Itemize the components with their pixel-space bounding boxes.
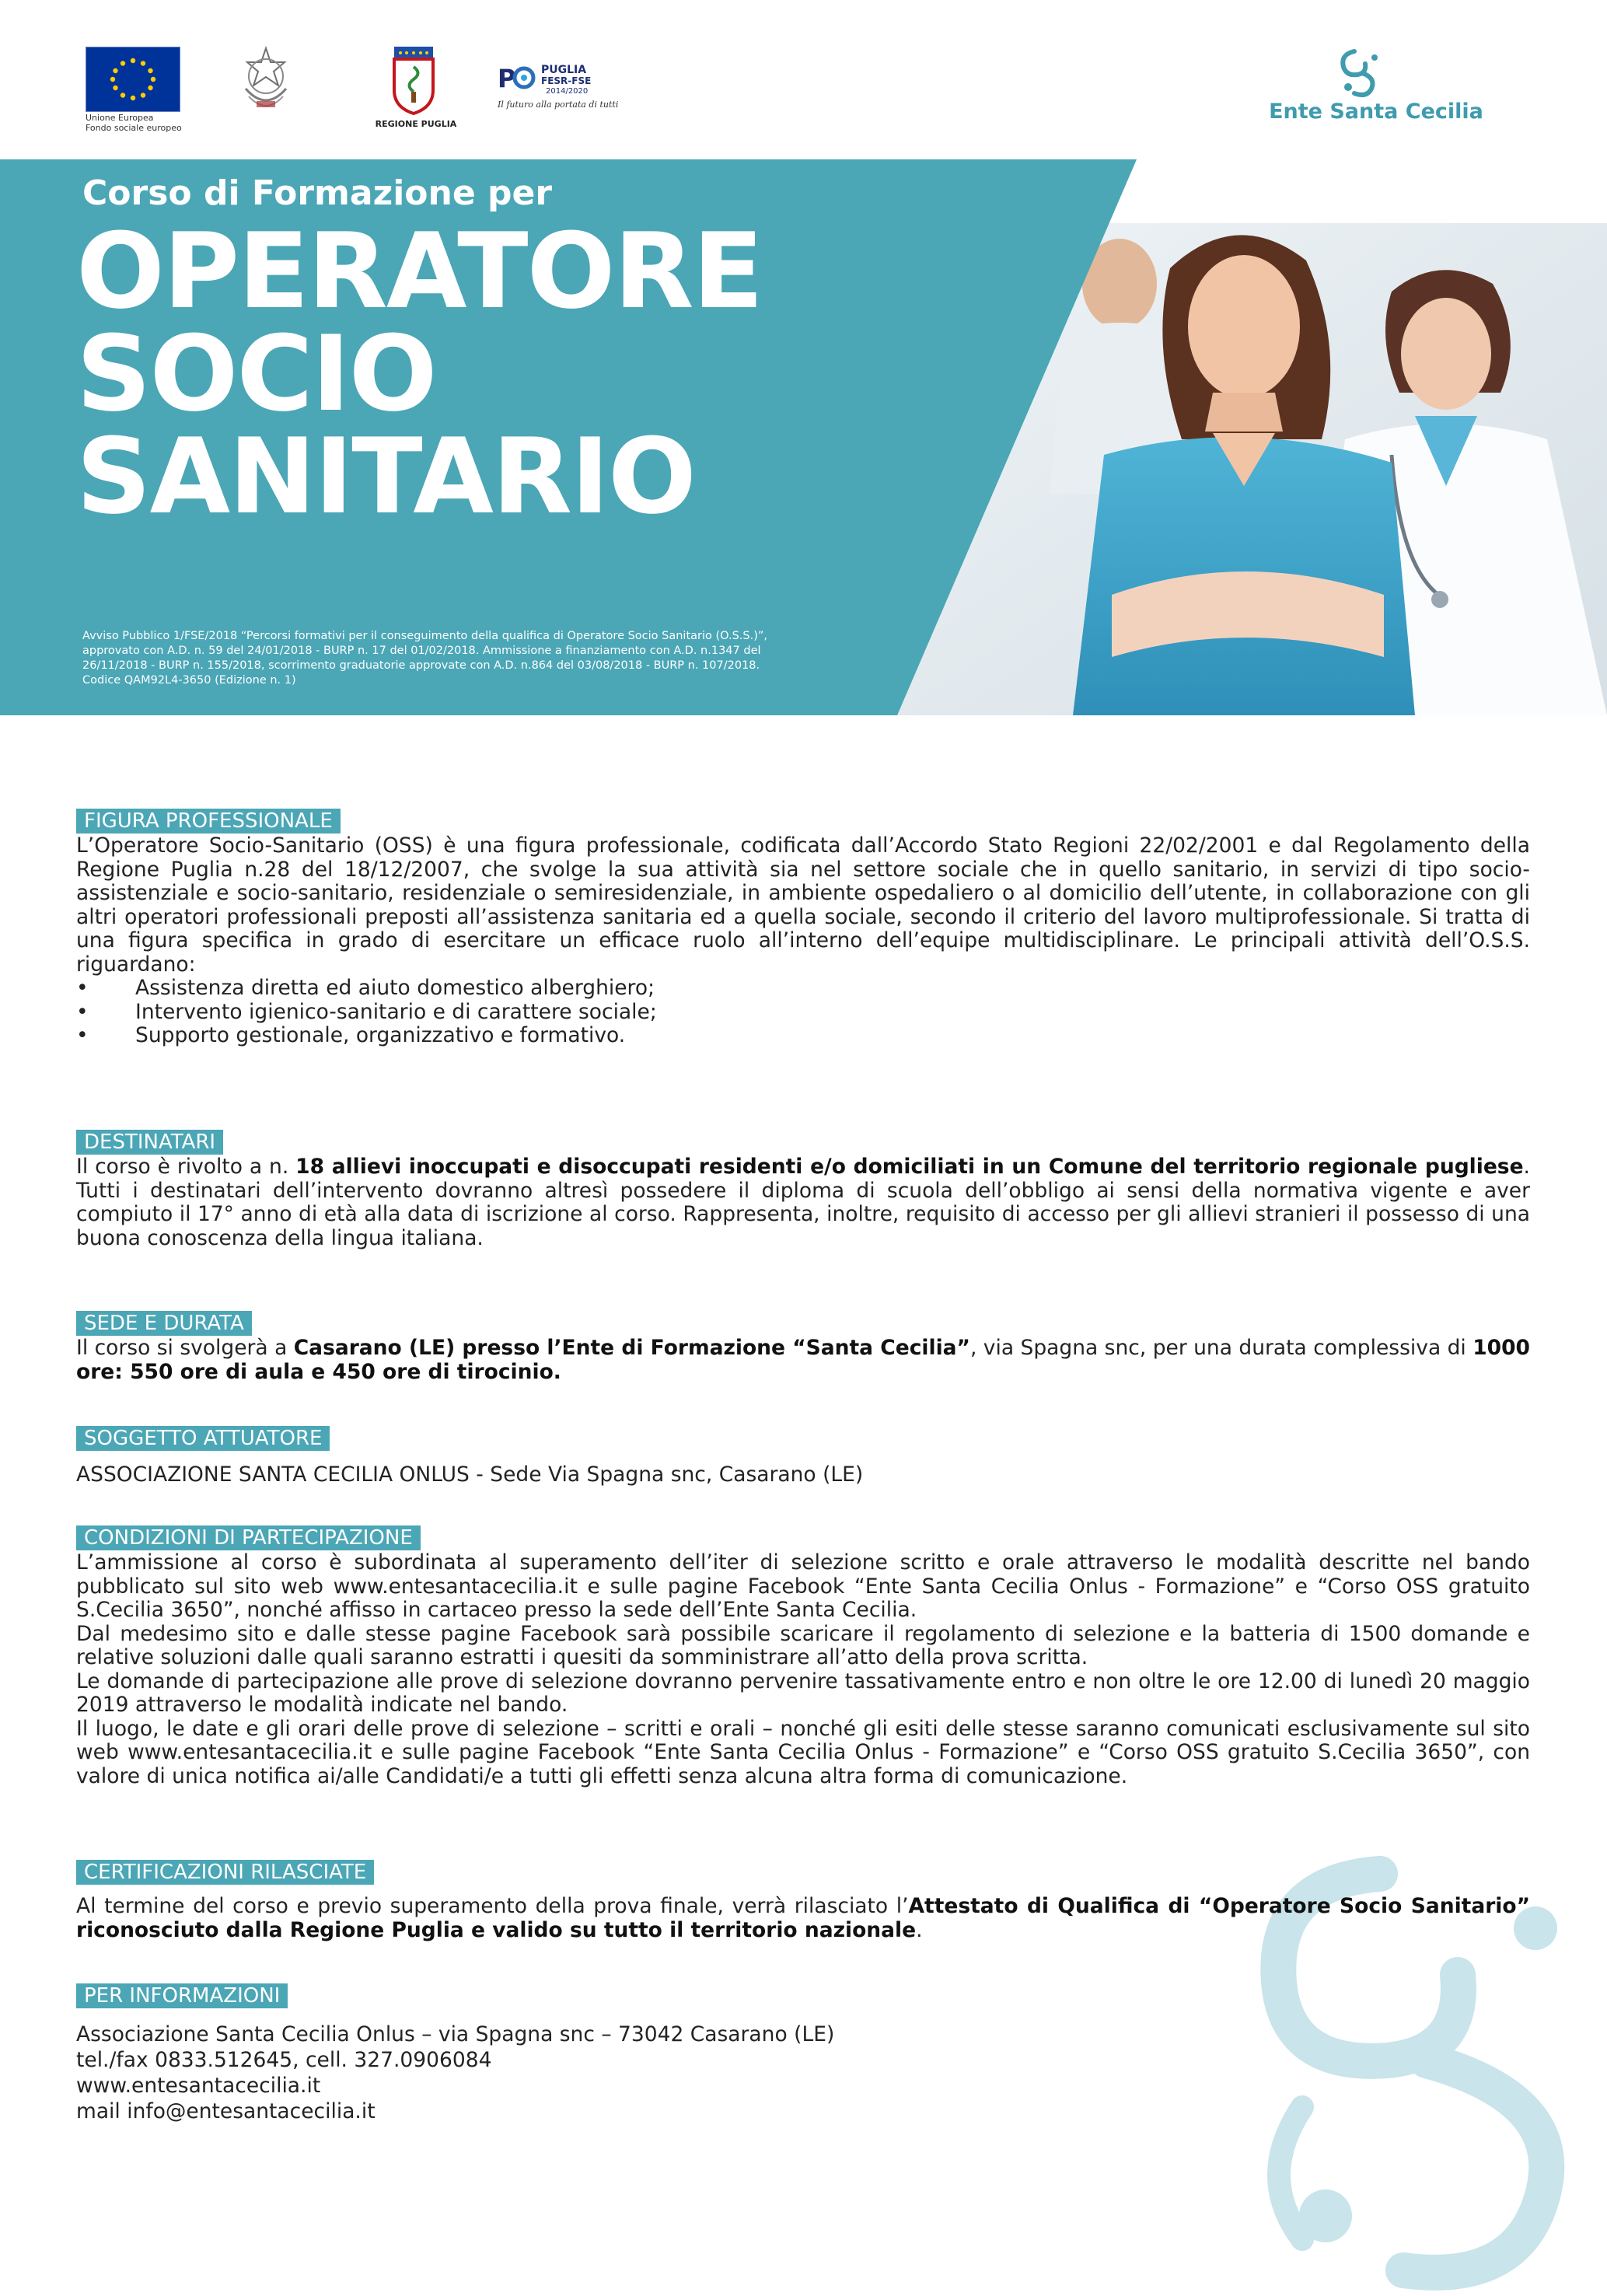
section-label-destinatari: DESTINATARI — [76, 1130, 223, 1155]
legal-notice-line: Codice QAM92L4-3650 (Edizione n. 1) — [82, 674, 296, 687]
regione-puglia-coat-icon — [393, 45, 435, 117]
section-label-figura: FIGURA PROFESSIONALE — [76, 809, 341, 833]
legal-notice-line: approvato con A.D. n. 59 del 24/01/2018 - BURP n. 17 del 01/02/2018. Ammissione a finanziamento con A.D. n.1347 del — [82, 645, 761, 657]
section-label-condizioni: CONDIZIONI DI PARTECIPAZIONE — [76, 1525, 421, 1550]
section-soggetto-text: ASSOCIAZIONE SANTA CECILIA ONLUS - Sede Via Spagna snc, Casarano (LE) — [76, 1463, 864, 1487]
regione-puglia-caption: REGIONE PUGLIA — [375, 119, 457, 129]
por-fund: FESR-FSE — [541, 75, 592, 86]
course-title-line: OPERATORE — [76, 211, 763, 332]
info-address: Associazione Santa Cecilia Onlus – via Spagna snc – 73042 Casarano (LE) — [76, 2022, 835, 2046]
sede-hours: 1000 ore: 550 ore di aula e 450 ore di tirocinio. — [76, 1336, 1530, 1384]
section-label-info: PER INFORMAZIONI — [76, 1983, 288, 2008]
section-label-soggetto: SOGGETTO ATTUATORE — [76, 1426, 330, 1451]
eu-caption: Unione Europea Fondo sociale europeo — [86, 113, 182, 133]
italian-republic-emblem-icon — [239, 45, 292, 114]
por-years: 2014/2020 — [546, 87, 589, 96]
section-condizioni-text: L’ammissione al corso è subordinata al superamento dell’iter di selezione scritto e orale attraverso le modalità descritte nel bando pubblicato sul sito web www.entesantacecilia.it e sulle pagine Facebook “Ente Santa Cecilia Onlus - Formazione” e “Corso OSS gratuito S.Cecilia 3650”, nonché affisso in cartaceo presso la sede dell’Ente Santa Cecilia. Dal medesimo sito e dalle stesse pagine Facebook sarà possibile scaricare il regolamento di selezione e la batteria di 1500 domande e relative soluzioni dalle quali saranno estratti i quesiti da somministrare all’atto della prova scritta. Le domande di partecipazione alle prove di selezione dovranno pervenire tassativamente entro e non oltre le ore 12.00 di lunedì 20 maggio 2019 attraverso le modalità indicate nel bando. Il luogo, le date e gli orari delle prove di selezione – scritti e orali – nonché gli esiti delle stesse saranno comunicati esclusivamente sul sito web www.entesantacecilia.it e sulle pagine Facebook “Ente Santa Cecilia Onlus - Formazione” e “Corso OSS gratuito S.Cecilia 3650”, con valore di unica notifica ai/alle Candidati/e a tutti gli effetti senza alcuna altra forma di comunicazione. — [76, 1550, 1530, 1788]
ente-santa-cecilia-mark-icon — [1331, 47, 1385, 101]
activity-list — [76, 977, 1530, 1048]
figura-paragraph: L’Operatore Socio-Sanitario (OSS) è una figura professionale, codificata dall’Accordo Stato Regioni 22/02/2001 e dal Regolamento della Regione Puglia n.28 del 18/12/2007, che svolge la sua attività sia nel settore sociale che in quello sanitario, in servizi di tipo socio-assistenziale e socio-sanitario, residenziale o semiresidenziale, in ambiente ospedaliero o al domicilio dell’utente, in collaborazione con gli altri operatori professionali preposti all’assistenza sanitaria ed a quella sociale, secondo il criterio del lavoro multiprofessionale. Si tratta di una figura specifica in grado di esercitare un efficace ruolo all’interno dell’equipe multidisciplinare. Le principali attività dell’O.S.S. riguardano: — [76, 833, 1530, 977]
course-subtitle: Corso di Formazione per — [82, 173, 553, 213]
info-website[interactable]: www.entesantacecilia.it — [76, 2074, 321, 2098]
ente-santa-cecilia-name: Ente Santa Cecilia — [1269, 100, 1483, 124]
section-certificazioni-text: Al termine del corso e previo superamento della prova finale, verrà rilasciato l’Attestato di Qualifica di “Operatore Socio Sanitario” riconosciuto dalla Regione Puglia e valido su tutto il territorio nazionale. — [76, 1894, 1530, 1942]
legal-notice-line: 26/11/2018 - BURP n. 155/2018, scorrimento graduatorie approvate con A.D. n.864 del 03/08/2018 - BURP n. 107/2018. — [82, 659, 760, 672]
list-item: • Assistenza diretta ed aiuto domestico alberghiero; — [76, 977, 1530, 1001]
por-brand: PUGLIA — [541, 64, 587, 76]
info-phone: tel./fax 0833.512645, cell. 327.0906084 — [76, 2048, 492, 2072]
course-title-line: SANITARIO — [76, 416, 695, 537]
list-item: • Intervento igienico-sanitario e di carattere sociale; — [76, 1001, 1530, 1025]
section-figura-text — [76, 834, 1530, 1048]
section-sede-text: Il corso si svolgerà a Casarano (LE) presso l’Ente di Formazione “Santa Cecilia”, via Spagna snc, per una durata complessiva di 1000 ore: 550 ore di aula e 450 ore di tirocinio. — [76, 1336, 1530, 1384]
destinatari-highlight: 18 allievi inoccupati e disoccupati residenti e/o domiciliati in un Comune del territorio regionale pugliese — [295, 1155, 1524, 1179]
sede-location: Casarano (LE) presso l’Ente di Formazione “Santa Cecilia” — [293, 1336, 970, 1360]
list-item: • Supporto gestionale, organizzativo e formativo. — [76, 1024, 1530, 1048]
attestato-highlight: Attestato di Qualifica di “Operatore Socio Sanitario” riconosciuto dalla Regione Puglia e valido su tutto il territorio nazionale — [76, 1894, 1530, 1942]
por-puglia-logo — [498, 61, 638, 115]
hero-band — [0, 159, 1607, 715]
logo-strip — [0, 0, 1607, 156]
course-title — [76, 211, 763, 537]
legal-notice-line: Avviso Pubblico 1/FSE/2018 “Percorsi formativi per il conseguimento della qualifica di Operatore Socio Sanitario (O.S.S.)”, — [82, 630, 767, 642]
por-tagline: Il futuro alla portata di tutti — [498, 100, 619, 110]
por-letters: P — [498, 64, 516, 93]
section-info-text — [76, 2022, 1165, 2124]
eu-flag-icon — [86, 47, 180, 112]
course-title-line: SOCIO — [76, 313, 436, 435]
section-destinatari-text: Il corso è rivolto a n. 18 allievi inoccupati e disoccupati residenti e/o domiciliati in un Comune del territorio regionale pugliese. Tutti i destinatari dell’intervento dovranno altresì possedere il diploma di scuola dell’obbligo ai sensi della normativa vigente e aver compiuto il 17° anno di età alla data di iscrizione al corso. Rappresenta, inoltre, requisito di accesso per gli allievi stranieri il possesso di una buona conoscenza della lingua italiana. — [76, 1155, 1530, 1250]
info-email[interactable]: mail info@entesantacecilia.it — [76, 2099, 376, 2123]
section-label-certificazioni: CERTIFICAZIONI RILASCIATE — [76, 1860, 374, 1885]
legal-notice — [82, 629, 899, 688]
section-label-sede: SEDE E DURATA — [76, 1311, 252, 1336]
